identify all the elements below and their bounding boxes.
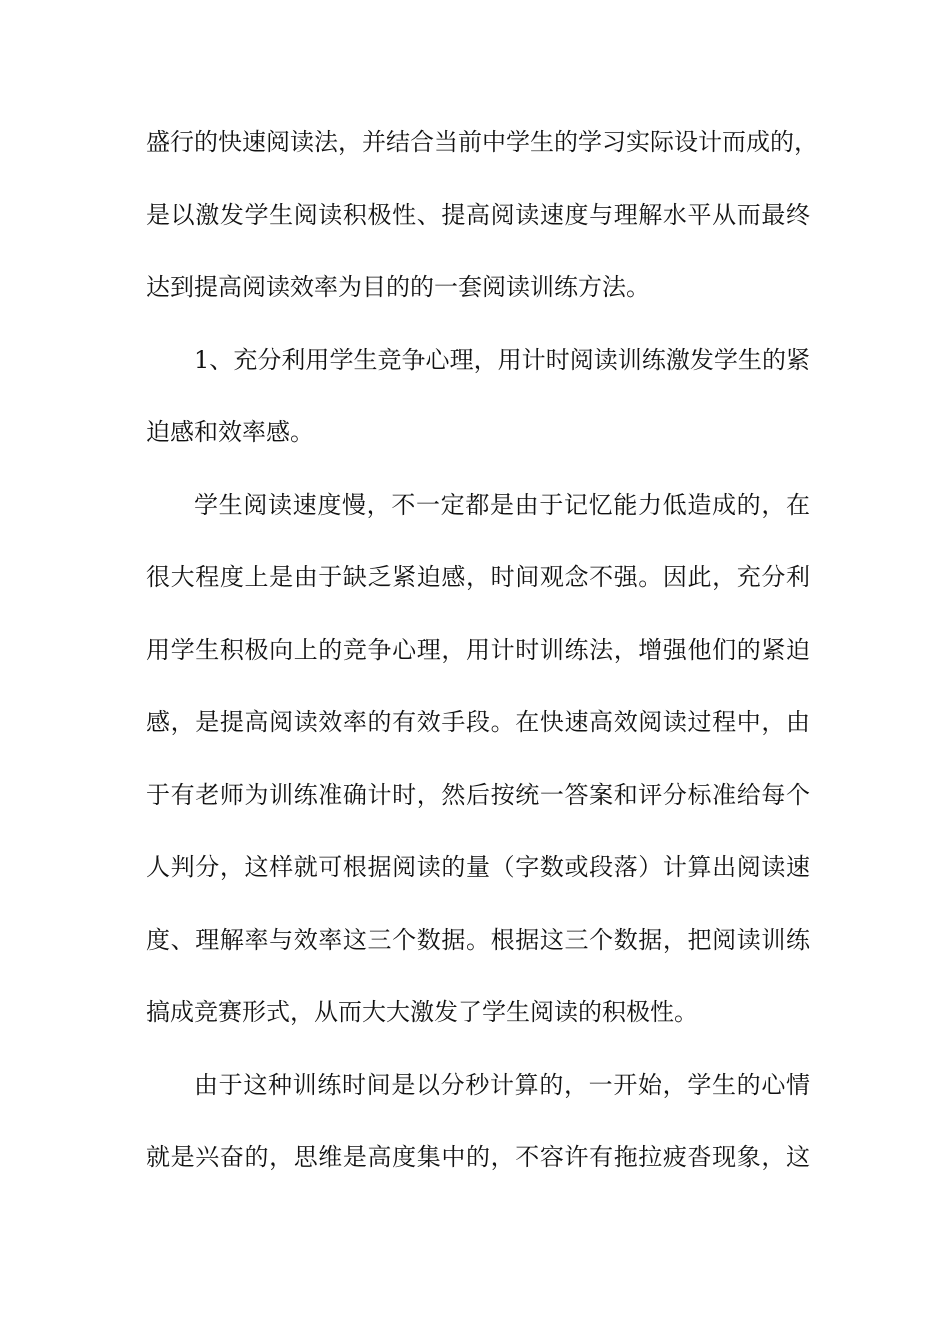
body-text [146,124,818,1212]
text-line-10: 于有老师为训练准确计时，然后按统一答案和评分标准给每个 [146,780,810,809]
text-line-13: 搞成竞赛形式，从而大大激发了学生阅读的积极性。 [146,998,698,1026]
text-line-8: 用学生积极向上的竞争心理，用计时训练法，增强他们的紧迫 [146,635,810,664]
text-line-2: 是以激发学生阅读积极性、提高阅读速度与理解水平从而最终 [146,200,810,229]
text-line-3: 达到提高阅读效率为目的的一套阅读训练方法。 [146,273,650,301]
text-line-5: 迫感和效率感。 [146,418,314,446]
text-line-12: 度、理解率与效率这三个数据。根据这三个数据，把阅读训练 [146,925,810,954]
text-line-7: 很大程度上是由于缺乏紧迫感，时间观念不强。因此，充分利 [146,563,810,591]
text-line-11: 人判分，这样就可根据阅读的量（字数或段落）计算出阅读速 [146,853,810,881]
text-line-14: 由于这种训练时间是以分秒计算的，一开始，学生的心情 [194,1070,810,1099]
text-line-9: 感，是提高阅读效率的有效手段。在快速高效阅读过程中，由 [146,708,810,736]
text-line-6: 学生阅读速度慢，不一定都是由于记忆能力低造成的，在 [194,490,810,519]
text-line-4: 1、充分利用学生竞争心理，用计时阅读训练激发学生的紧 [194,345,810,374]
text-line-15: 就是兴奋的，思维是高度集中的，不容许有拖拉疲沓现象，这 [146,1143,810,1171]
text-line-1: 盛行的快速阅读法，并结合当前中学生的学习实际设计而成的， [146,128,818,156]
